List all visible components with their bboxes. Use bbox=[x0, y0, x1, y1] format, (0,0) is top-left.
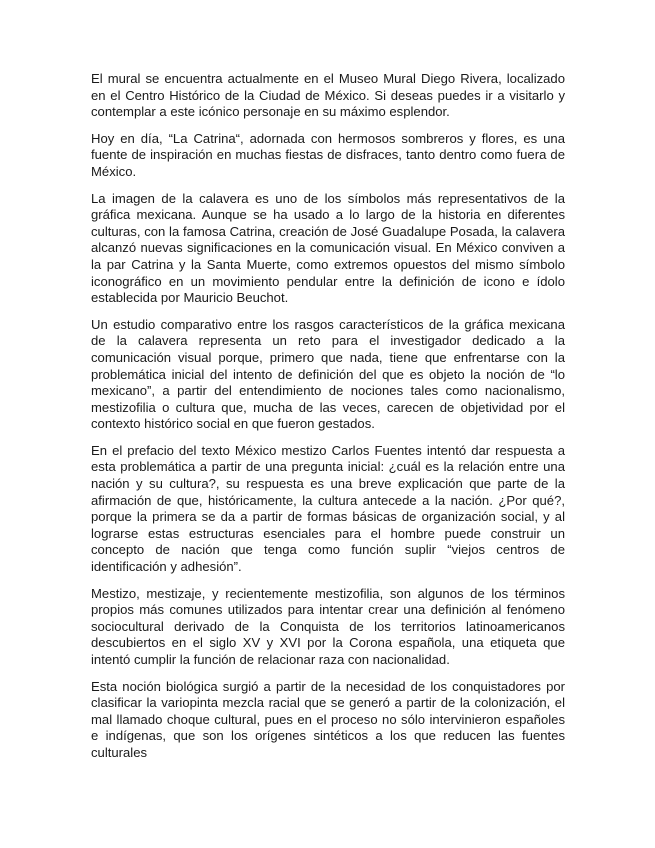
paragraph: Hoy en día, “La Catrina“, adornada con hermosos sombreros y flores, es una fuente de inspiración en muchas fiestas de disfraces, tanto dentro como fuera de México. bbox=[91, 130, 565, 179]
paragraph: Un estudio comparativo entre los rasgos característicos de la gráfica mexicana de la calavera representa un reto para el investigador dedicado a la comunicación visual porque, primero que nada, tiene que enfrentarse con la problemática inicial del intento de definición del que es objeto la noción de “lo mexicano”, a partir del entendimiento de nociones tales como nacionalismo, mestizofilia o cultura que, mucha de las veces, carecen de objetividad por el contexto histórico social en que fueron gestados. bbox=[91, 316, 565, 432]
paragraph: La imagen de la calavera es uno de los símbolos más representativos de la gráfica mexicana. Aunque se ha usado a lo largo de la historia en diferentes culturas, con la famosa Catrina, creación de José Guadalupe Posada, la calavera alcanzó nuevas significaciones en la comunicación visual. En México conviven a la par Catrina y la Santa Muerte, como extremos opuestos del mismo símbolo iconográfico en un movimiento pendular entre la definición de icono e ídolo establecida por Mauricio Beuchot. bbox=[91, 190, 565, 306]
paragraph: El mural se encuentra actualmente en el Museo Mural Diego Rivera, localizado en el Centro Histórico de la Ciudad de México. Si deseas puedes ir a visitarlo y contemplar a este icónico personaje en su máximo esplendor. bbox=[91, 71, 565, 120]
paragraph: Esta noción biológica surgió a partir de la necesidad de los conquistadores por clasificar la variopinta mezcla racial que se generó a partir de la colonización, el mal llamado choque cultural, pues en el proceso no sólo intervinieron españoles e indígenas, que son los orígenes sintéticos a los que reducen las fuentes culturales bbox=[91, 678, 565, 760]
document-body bbox=[91, 71, 565, 772]
paragraph: Mestizo, mestizaje, y recientemente mestizofilia, son algunos de los términos propios más comunes utilizados para intentar crear una definición al fenómeno sociocultural derivado de la Conquista de los territorios latinoamericanos descubiertos en el siglo XV y XVI por la Corona española, una etiqueta que intentó cumplir la función de relacionar raza con nacionalidad. bbox=[91, 585, 565, 667]
paragraph: En el prefacio del texto México mestizo Carlos Fuentes intentó dar respuesta a esta problemática a partir de una pregunta inicial: ¿cuál es la relación entre una nación y su cultura?, su respuesta es una breve explicación que parte de la afirmación de que, históricamente, la cultura antecede a la nación. ¿Por qué?, porque la primera se da a partir de formas básicas de organización social, y al lograrse estas estructuras esenciales para el hombre puede construir un concepto de nación que tenga como función suplir “viejos centros de identificación y adhesión”. bbox=[91, 442, 565, 575]
